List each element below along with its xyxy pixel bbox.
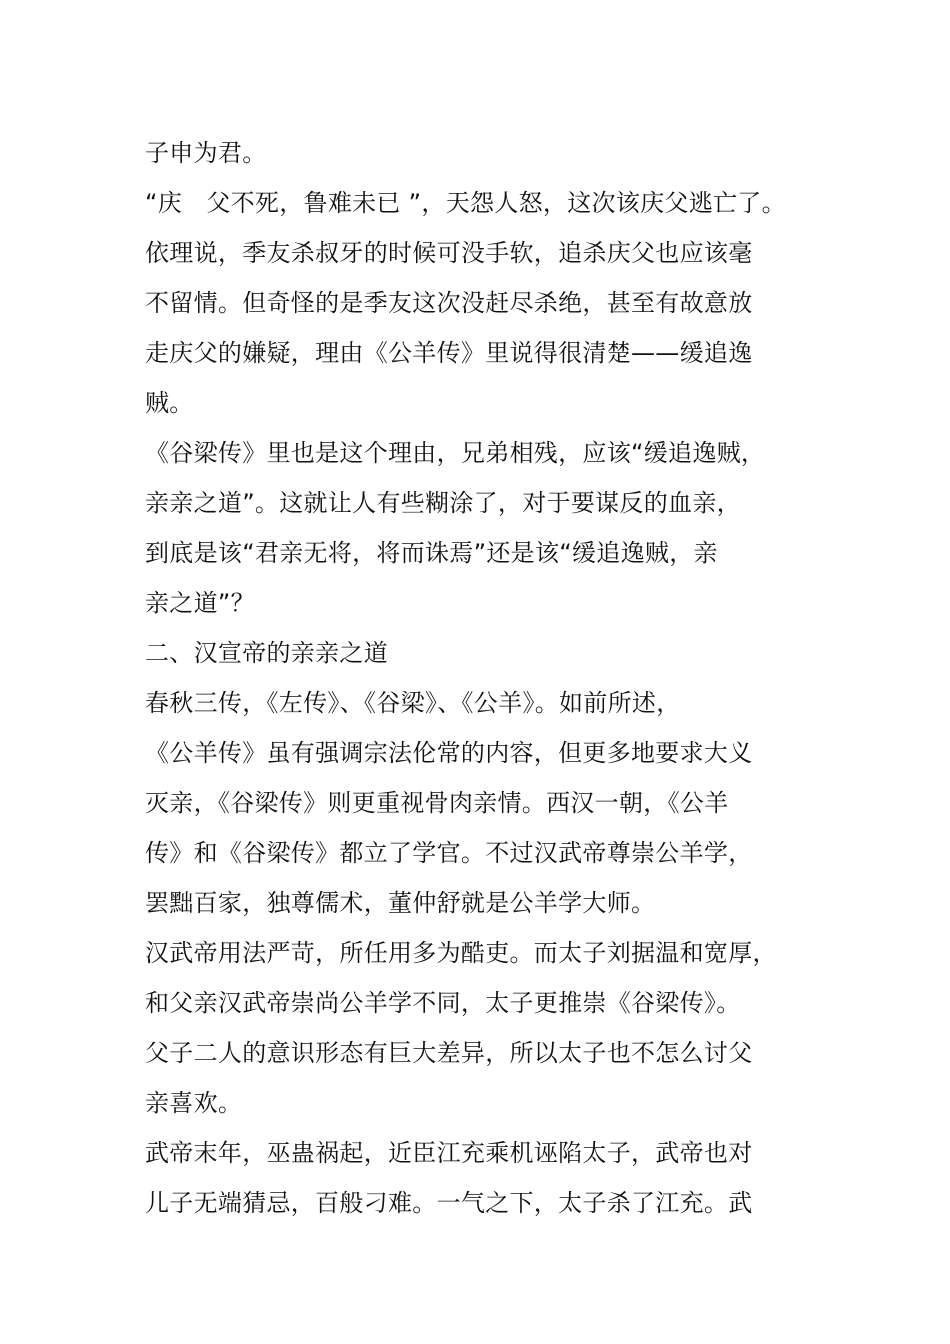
text-line: 和父亲汉武帝崇尚公羊学不同，太子更推崇《谷梁传》。 bbox=[145, 989, 741, 1017]
text-line: 不留情。但奇怪的是季友这次没赶尽杀绝，甚至有故意放 bbox=[145, 289, 753, 317]
text-line: 亲之道”？ bbox=[145, 589, 255, 617]
section-heading: 二、汉宣帝的亲亲之道 bbox=[145, 639, 388, 667]
body-text bbox=[145, 128, 825, 1228]
text-line: 儿子无端猜忌，百般刁难。一气之下，太子杀了江充。武 bbox=[145, 1189, 753, 1217]
text-line: 《公羊传》虽有强调宗法伦常的内容，但更多地要求大义 bbox=[145, 739, 753, 767]
text-line: 罢黜百家，独尊儒术，董仲舒就是公羊学大师。 bbox=[145, 889, 656, 917]
text-line: 《谷梁传》里也是这个理由，兄弟相残，应该“缓追逸贼， bbox=[145, 439, 766, 467]
text-line: 春秋三传，《左传》、《谷梁》、《公羊》。如前所述， bbox=[145, 689, 681, 717]
text-line: 父子二人的意识形态有巨大差异，所以太子也不怎么讨父 bbox=[145, 1039, 753, 1067]
text-line: 亲亲之道”。这就让人有些糊涂了，对于要谋反的血亲， bbox=[145, 489, 741, 517]
text-line: 依理说，季友杀叔牙的时候可没手软，追杀庆父也应该毫 bbox=[145, 239, 753, 267]
text-line: 走庆父的嫌疑，理由《公羊传》里说得很清楚——缓追逸 bbox=[145, 339, 753, 367]
text-line: 传》和《谷梁传》都立了学官。不过汉武帝尊崇公羊学， bbox=[145, 839, 753, 867]
text-line: 灭亲，《谷梁传》则更重视骨肉亲情。西汉一朝，《公羊 bbox=[145, 789, 729, 817]
text-line: “庆 父不死，鲁难未已 ”，天怨人怒，这次该庆父逃亡了。 bbox=[145, 189, 786, 217]
text-line: 子申为君。 bbox=[145, 139, 267, 167]
text-line: 武帝末年，巫蛊祸起，近臣江充乘机诬陷太子，武帝也对 bbox=[145, 1139, 753, 1167]
text-line: 到底是该“君亲无将，将而诛焉”还是该“缓追逸贼，亲 bbox=[145, 539, 718, 567]
text-line: 亲喜欢。 bbox=[145, 1089, 243, 1117]
text-line: 汉武帝用法严苛，所任用多为酷吏。而太子刘据温和宽厚， bbox=[145, 939, 777, 967]
text-line: 贼。 bbox=[145, 389, 194, 417]
